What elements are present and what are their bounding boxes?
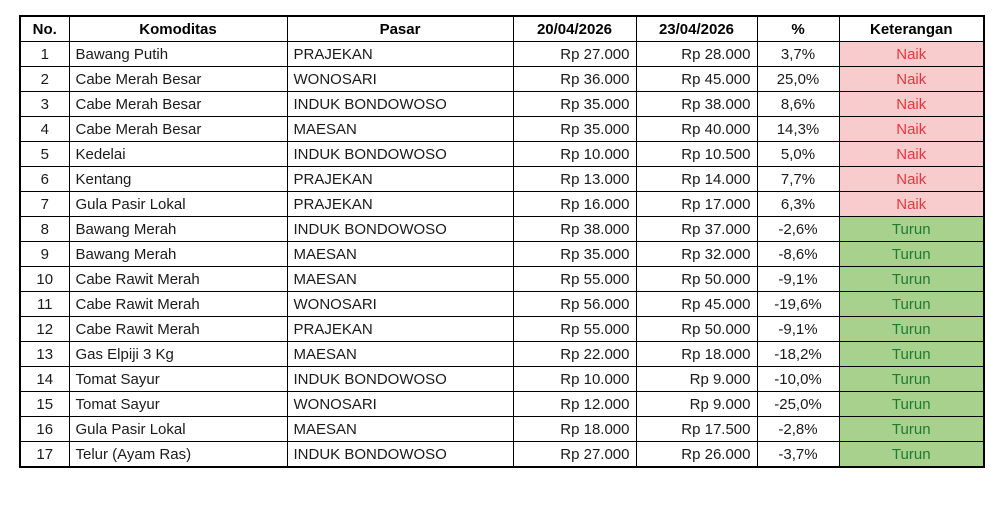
table-row <box>20 442 984 468</box>
commodity-price-table <box>19 15 985 468</box>
cell-percent: -8,6% <box>757 242 839 267</box>
table-row <box>20 142 984 167</box>
cell-komoditas: Bawang Merah <box>69 242 287 267</box>
cell-price-old: Rp 10.000 <box>513 142 636 167</box>
cell-price-new: Rp 9.000 <box>636 367 757 392</box>
status-badge: Naik <box>839 167 984 192</box>
cell-pasar: INDUK BONDOWOSO <box>287 217 513 242</box>
cell-no: 3 <box>20 92 69 117</box>
status-badge: Turun <box>839 367 984 392</box>
cell-price-new: Rp 40.000 <box>636 117 757 142</box>
cell-price-new: Rp 45.000 <box>636 292 757 317</box>
cell-no: 6 <box>20 167 69 192</box>
cell-percent: -18,2% <box>757 342 839 367</box>
status-badge: Naik <box>839 42 984 67</box>
table-row <box>20 417 984 442</box>
cell-price-old: Rp 13.000 <box>513 167 636 192</box>
cell-percent: -10,0% <box>757 367 839 392</box>
table-row <box>20 242 984 267</box>
cell-percent: -19,6% <box>757 292 839 317</box>
cell-percent: 7,7% <box>757 167 839 192</box>
cell-price-new: Rp 14.000 <box>636 167 757 192</box>
cell-pasar: INDUK BONDOWOSO <box>287 92 513 117</box>
cell-no: 17 <box>20 442 69 468</box>
cell-komoditas: Cabe Merah Besar <box>69 92 287 117</box>
cell-pasar: INDUK BONDOWOSO <box>287 367 513 392</box>
cell-percent: -2,6% <box>757 217 839 242</box>
cell-no: 14 <box>20 367 69 392</box>
cell-pasar: INDUK BONDOWOSO <box>287 142 513 167</box>
status-badge: Turun <box>839 267 984 292</box>
cell-percent: 8,6% <box>757 92 839 117</box>
table-row <box>20 317 984 342</box>
status-badge: Turun <box>839 392 984 417</box>
status-badge: Naik <box>839 92 984 117</box>
cell-price-old: Rp 16.000 <box>513 192 636 217</box>
table-row <box>20 267 984 292</box>
cell-price-old: Rp 35.000 <box>513 92 636 117</box>
cell-price-old: Rp 56.000 <box>513 292 636 317</box>
header-date-new: 23/04/2026 <box>636 16 757 42</box>
cell-price-old: Rp 22.000 <box>513 342 636 367</box>
cell-komoditas: Gas Elpiji 3 Kg <box>69 342 287 367</box>
cell-price-old: Rp 10.000 <box>513 367 636 392</box>
header-pasar: Pasar <box>287 16 513 42</box>
status-badge: Turun <box>839 342 984 367</box>
cell-komoditas: Telur (Ayam Ras) <box>69 442 287 468</box>
cell-price-old: Rp 55.000 <box>513 267 636 292</box>
cell-no: 12 <box>20 317 69 342</box>
cell-no: 15 <box>20 392 69 417</box>
header-percent: % <box>757 16 839 42</box>
table-row <box>20 392 984 417</box>
cell-pasar: INDUK BONDOWOSO <box>287 442 513 468</box>
status-badge: Naik <box>839 192 984 217</box>
cell-price-old: Rp 36.000 <box>513 67 636 92</box>
cell-price-new: Rp 10.500 <box>636 142 757 167</box>
cell-pasar: WONOSARI <box>287 392 513 417</box>
cell-price-old: Rp 12.000 <box>513 392 636 417</box>
cell-pasar: PRAJEKAN <box>287 167 513 192</box>
cell-no: 8 <box>20 217 69 242</box>
cell-no: 5 <box>20 142 69 167</box>
status-badge: Naik <box>839 117 984 142</box>
cell-komoditas: Cabe Rawit Merah <box>69 267 287 292</box>
table-row <box>20 42 984 67</box>
cell-price-new: Rp 37.000 <box>636 217 757 242</box>
cell-komoditas: Kentang <box>69 167 287 192</box>
table-row <box>20 342 984 367</box>
status-badge: Turun <box>839 242 984 267</box>
cell-no: 1 <box>20 42 69 67</box>
cell-komoditas: Tomat Sayur <box>69 367 287 392</box>
table-row <box>20 92 984 117</box>
cell-no: 16 <box>20 417 69 442</box>
cell-price-new: Rp 28.000 <box>636 42 757 67</box>
header-komoditas: Komoditas <box>69 16 287 42</box>
cell-no: 7 <box>20 192 69 217</box>
cell-komoditas: Bawang Putih <box>69 42 287 67</box>
cell-pasar: PRAJEKAN <box>287 42 513 67</box>
status-badge: Naik <box>839 142 984 167</box>
cell-price-new: Rp 32.000 <box>636 242 757 267</box>
table-row <box>20 292 984 317</box>
cell-pasar: MAESAN <box>287 342 513 367</box>
status-badge: Turun <box>839 292 984 317</box>
cell-no: 4 <box>20 117 69 142</box>
cell-komoditas: Tomat Sayur <box>69 392 287 417</box>
header-date-old: 20/04/2026 <box>513 16 636 42</box>
table-row <box>20 67 984 92</box>
header-no: No. <box>20 16 69 42</box>
cell-komoditas: Cabe Merah Besar <box>69 67 287 92</box>
cell-price-new: Rp 17.500 <box>636 417 757 442</box>
cell-no: 2 <box>20 67 69 92</box>
table-header <box>20 16 984 42</box>
cell-price-new: Rp 45.000 <box>636 67 757 92</box>
cell-no: 10 <box>20 267 69 292</box>
cell-price-old: Rp 27.000 <box>513 442 636 468</box>
cell-price-new: Rp 26.000 <box>636 442 757 468</box>
status-badge: Turun <box>839 217 984 242</box>
cell-komoditas: Cabe Rawit Merah <box>69 317 287 342</box>
cell-price-new: Rp 18.000 <box>636 342 757 367</box>
table-row <box>20 117 984 142</box>
cell-no: 13 <box>20 342 69 367</box>
cell-no: 9 <box>20 242 69 267</box>
cell-komoditas: Gula Pasir Lokal <box>69 417 287 442</box>
table-row <box>20 167 984 192</box>
cell-no: 11 <box>20 292 69 317</box>
cell-pasar: WONOSARI <box>287 292 513 317</box>
cell-percent: 6,3% <box>757 192 839 217</box>
cell-percent: -3,7% <box>757 442 839 468</box>
status-badge: Turun <box>839 417 984 442</box>
cell-pasar: WONOSARI <box>287 67 513 92</box>
header-row <box>20 16 984 42</box>
cell-percent: 5,0% <box>757 142 839 167</box>
cell-price-new: Rp 50.000 <box>636 317 757 342</box>
cell-pasar: PRAJEKAN <box>287 192 513 217</box>
cell-price-old: Rp 35.000 <box>513 117 636 142</box>
cell-komoditas: Gula Pasir Lokal <box>69 192 287 217</box>
cell-price-old: Rp 35.000 <box>513 242 636 267</box>
status-badge: Turun <box>839 442 984 468</box>
cell-komoditas: Kedelai <box>69 142 287 167</box>
cell-price-old: Rp 18.000 <box>513 417 636 442</box>
cell-percent: 3,7% <box>757 42 839 67</box>
table-body <box>20 42 984 468</box>
table-row <box>20 367 984 392</box>
cell-price-new: Rp 17.000 <box>636 192 757 217</box>
cell-price-old: Rp 55.000 <box>513 317 636 342</box>
cell-percent: -9,1% <box>757 317 839 342</box>
cell-percent: -25,0% <box>757 392 839 417</box>
cell-komoditas: Cabe Rawit Merah <box>69 292 287 317</box>
cell-percent: 14,3% <box>757 117 839 142</box>
cell-pasar: MAESAN <box>287 417 513 442</box>
cell-percent: 25,0% <box>757 67 839 92</box>
cell-komoditas: Bawang Merah <box>69 217 287 242</box>
header-keterangan: Keterangan <box>839 16 984 42</box>
cell-pasar: MAESAN <box>287 267 513 292</box>
cell-price-old: Rp 38.000 <box>513 217 636 242</box>
cell-price-old: Rp 27.000 <box>513 42 636 67</box>
cell-pasar: MAESAN <box>287 242 513 267</box>
cell-percent: -2,8% <box>757 417 839 442</box>
cell-price-new: Rp 9.000 <box>636 392 757 417</box>
cell-price-new: Rp 50.000 <box>636 267 757 292</box>
cell-pasar: MAESAN <box>287 117 513 142</box>
cell-pasar: PRAJEKAN <box>287 317 513 342</box>
cell-percent: -9,1% <box>757 267 839 292</box>
status-badge: Turun <box>839 317 984 342</box>
table-row <box>20 192 984 217</box>
status-badge: Naik <box>839 67 984 92</box>
cell-komoditas: Cabe Merah Besar <box>69 117 287 142</box>
table-row <box>20 217 984 242</box>
cell-price-new: Rp 38.000 <box>636 92 757 117</box>
